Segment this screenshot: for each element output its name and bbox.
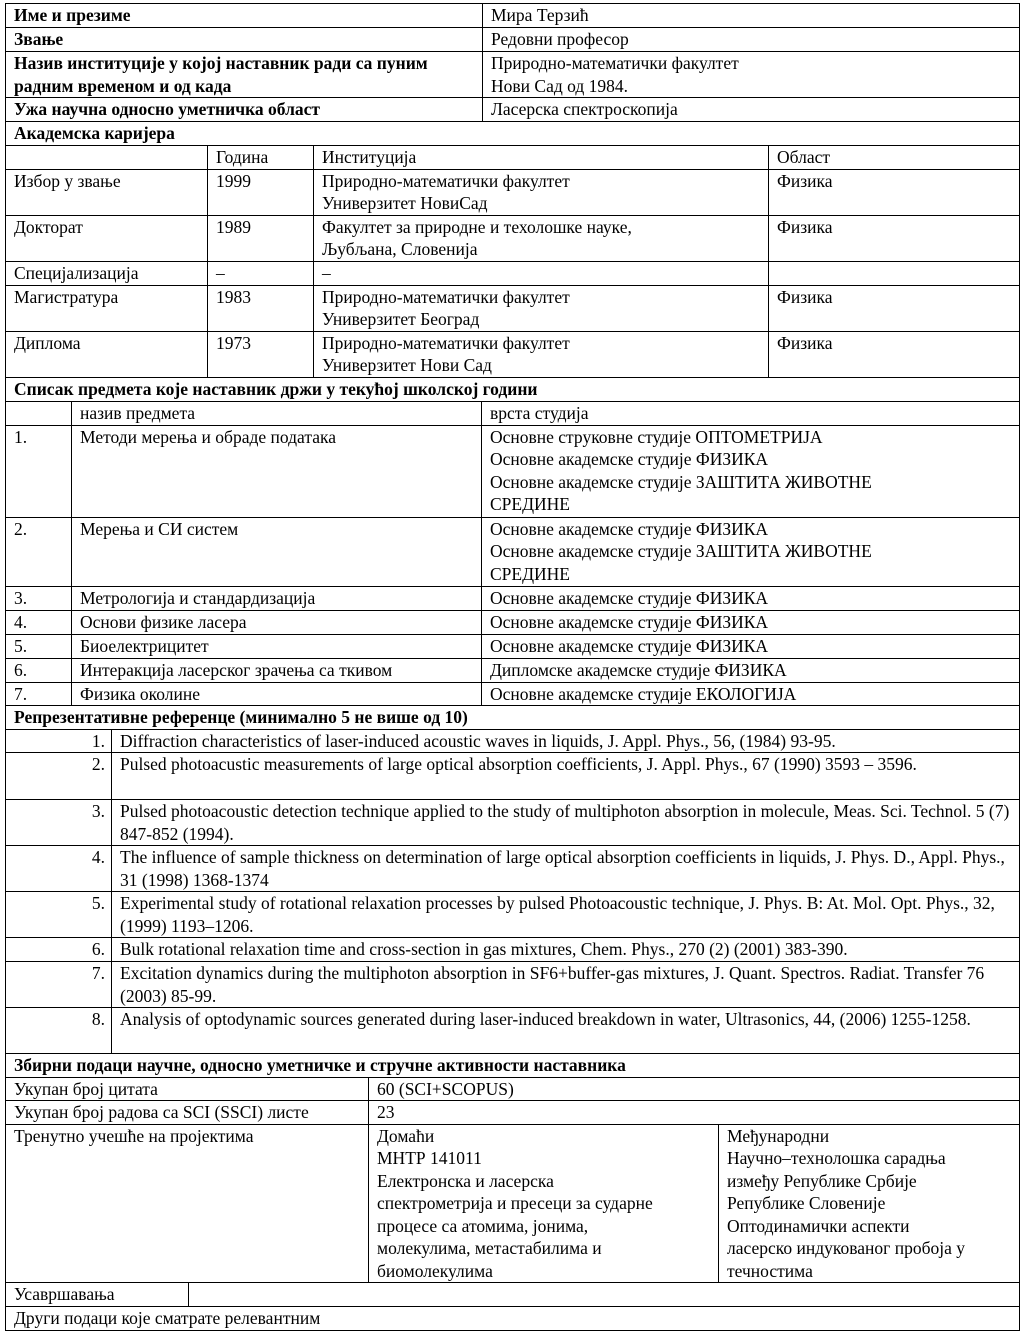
career-year: – [208, 261, 314, 285]
training-label: Усавршавања [6, 1283, 189, 1307]
title-label: Звање [6, 28, 483, 52]
other-data-label: Други подаци које сматрате релевантним [6, 1307, 1020, 1331]
courses-table [5, 378, 1020, 707]
reference-num: 6. [6, 938, 112, 962]
reference-num: 2. [6, 753, 112, 800]
course-type: Основне академске студије ФИЗИКА [482, 634, 1020, 658]
course-name: Основи физике ласера [72, 610, 482, 634]
header-table [5, 3, 1020, 146]
domestic-project-line: Домаћи [377, 1125, 435, 1146]
international-project-line: између Републике Србије [727, 1170, 917, 1191]
international-project-line: Оптодинамички аспекти [727, 1215, 910, 1236]
career-institution-line: Универзитет Београд [322, 309, 480, 329]
course-type: Основне академске студије ФИЗИКА [482, 610, 1020, 634]
course-name: Метрологија и стандардизација [72, 586, 482, 610]
institution-label: Назив институције у којој наставник ради са пуним радним временом и од када [6, 52, 483, 98]
international-project-line: Научно–технолошка сарадња [727, 1148, 946, 1168]
career-col-field: Област [769, 146, 1020, 169]
reference-num: 5. [6, 892, 112, 938]
title-value: Редовни професор [483, 28, 1020, 52]
domestic-project-line: Електронска и ласерска [377, 1170, 554, 1191]
citations-label: Укупан број цитата [6, 1077, 369, 1101]
reference-text: Analysis of optodynamic sources generated during laser-induced breakdown in water, Ultrasonics, 44, (2006) 1255-1258. [112, 1008, 1020, 1054]
career-institution [314, 215, 769, 261]
career-label: Диплома [6, 331, 208, 377]
career-institution-line: Љубљана, Словенија [322, 239, 478, 259]
domestic-project-line: процесе са атомима, јонима, [377, 1215, 589, 1236]
institution-value-line: Нови Сад од 1984. [491, 75, 629, 96]
course-type: Основне академске студије ФИЗИКА [482, 586, 1020, 610]
career-institution-line: Универзитет НовиСад [322, 193, 488, 213]
career-institution [314, 169, 769, 215]
reference-text: Pulsed photoacoustic detection technique applied to the study of multiphoton absorption in molecule, Meas. Sci. Technol. 5 (7) 847-852 (1994). [112, 800, 1020, 846]
career-institution-line: Природно-математички факултет [322, 332, 570, 353]
career-header-empty [6, 146, 208, 169]
courses-header-empty [6, 402, 72, 426]
career-institution [314, 285, 769, 331]
career-field: Физика [769, 215, 1020, 261]
career-section-title: Академска каријера [6, 122, 1020, 146]
course-type-line: Основне академске студије ФИЗИКА [490, 518, 769, 539]
course-type-line: СРЕДИНЕ [490, 563, 570, 584]
course-num: 2. [6, 517, 72, 586]
course-name: Мерења и СИ систем [72, 517, 482, 586]
career-table [5, 146, 1020, 378]
reference-text: Diffraction characteristics of laser-induced acoustic waves in liquids, J. Appl. Phys., 56, (1984) 93-95. [112, 729, 1020, 753]
career-year: 1983 [208, 285, 314, 331]
career-field: Физика [769, 169, 1020, 215]
reference-text: Bulk rotational relaxation time and cross-section in gas mixtures, Chem. Phys., 270 (2) (2001) 383-390. [112, 938, 1020, 962]
summary-table [5, 1054, 1020, 1331]
reference-text: Experimental study of rotational relaxation processes by pulsed Photoacoustic technique, J. Phys. B: At. Mol. Opt. Phys., 32, (1999) 1193–1206. [112, 892, 1020, 938]
reference-num: 7. [6, 962, 112, 1008]
references-section-title: Репрезентативне референце (минимално 5 не више од 10) [6, 706, 1020, 729]
career-institution-line: Факултет за природне и техолошке науке, [322, 216, 632, 237]
course-types [482, 517, 1020, 586]
training-value [189, 1283, 1020, 1307]
course-type-line: СРЕДИНЕ [490, 494, 570, 514]
reference-num: 8. [6, 1008, 112, 1054]
career-col-year: Година [208, 146, 314, 169]
papers-label: Укупан број радова са SCI (SSCI) листе [6, 1101, 369, 1125]
course-name: Физика околине [72, 682, 482, 706]
international-projects [719, 1124, 1020, 1283]
career-field: Физика [769, 285, 1020, 331]
international-project-line: Републике Словеније [727, 1193, 886, 1213]
domestic-project-line: спектрометрија и пресеци за сударне [377, 1193, 653, 1213]
references-table [5, 706, 1020, 1054]
name-label: Име и презиме [6, 4, 483, 28]
international-project-line: течностима [727, 1260, 813, 1281]
domestic-project-line: МНТР 141011 [377, 1148, 482, 1168]
domestic-project-line: биомолекулима [377, 1260, 493, 1281]
course-type-line: Основне академске студије ФИЗИКА [490, 449, 769, 469]
international-project-line: Међународни [727, 1125, 830, 1146]
career-label: Докторат [6, 215, 208, 261]
course-type: Дипломске академске студије ФИЗИКА [482, 658, 1020, 682]
career-label: Специјализација [6, 261, 208, 285]
field-label: Ужа научна односно уметничка област [6, 98, 483, 122]
career-year: 1973 [208, 331, 314, 377]
career-institution-line: Природно-математички факултет [322, 170, 570, 191]
projects-label: Тренутно учешће на пројектима [6, 1124, 369, 1283]
career-label: Магистратура [6, 285, 208, 331]
domestic-projects [369, 1124, 719, 1283]
course-type-line: Основне академске студије ЗАШТИТА ЖИВОТНЕ [490, 471, 872, 492]
course-num: 1. [6, 425, 72, 517]
reference-num: 3. [6, 800, 112, 846]
career-institution: – [314, 261, 769, 285]
career-institution-line: Природно-математички факултет [322, 286, 570, 307]
reference-text: Excitation dynamics during the multiphoton absorption in SF6+buffer-gas mixtures, J. Quant. Spectros. Radiat. Transfer 76 (2003) 85-99. [112, 962, 1020, 1008]
course-types [482, 425, 1020, 517]
career-field [769, 261, 1020, 285]
course-name: Методи мерења и обраде података [72, 425, 482, 517]
cv-form [5, 3, 1019, 1331]
reference-num: 4. [6, 846, 112, 892]
career-year: 1999 [208, 169, 314, 215]
course-type-line: Основне академске студије ЗАШТИТА ЖИВОТНЕ [490, 541, 872, 561]
course-name: Интеракција ласерског зрачења са ткивом [72, 658, 482, 682]
course-num: 6. [6, 658, 72, 682]
field-value: Ласерска спектроскопија [483, 98, 1020, 122]
career-col-institution: Институција [314, 146, 769, 169]
reference-num: 1. [6, 729, 112, 753]
institution-value [483, 52, 1020, 98]
domestic-project-line: молекулима, метастабилима и [377, 1238, 602, 1258]
papers-value: 23 [369, 1101, 1020, 1125]
name-value: Мира Терзић [483, 4, 1020, 28]
career-institution-line: Универзитет Нови Сад [322, 355, 492, 375]
career-field: Физика [769, 331, 1020, 377]
course-num: 7. [6, 682, 72, 706]
courses-col-type: врста студија [482, 402, 1020, 426]
international-project-line: ласерско индукованог пробоја у [727, 1238, 965, 1258]
course-num: 5. [6, 634, 72, 658]
institution-value-line: Природно-математички факултет [491, 53, 739, 73]
reference-text: Pulsed photoacustic measurements of large optical absorption coefficients, J. Appl. Phys., 67 (1990) 3593 – 3596. [112, 753, 1020, 800]
course-name: Биоелектрицитет [72, 634, 482, 658]
reference-text: The influence of sample thickness on determination of large optical absorption coefficients in liquids, J. Phys. D., Appl. Phys., 31 (1998) 1368-1374 [112, 846, 1020, 892]
career-year: 1989 [208, 215, 314, 261]
courses-section-title: Списак предмета које наставник држи у текућој школској години [6, 378, 1020, 402]
courses-col-name: назив предмета [72, 402, 482, 426]
summary-section-title: Збирни подаци научне, односно уметничке и стручне активности наставника [6, 1054, 1020, 1077]
course-type-line: Основне струковне студије ОПТОМЕТРИЈА [490, 426, 823, 447]
career-institution [314, 331, 769, 377]
course-type: Основне академске студије ЕКОЛОГИЈА [482, 682, 1020, 706]
citations-value: 60 (SCI+SCOPUS) [369, 1077, 1020, 1101]
course-num: 3. [6, 586, 72, 610]
course-num: 4. [6, 610, 72, 634]
career-label: Избор у звање [6, 169, 208, 215]
